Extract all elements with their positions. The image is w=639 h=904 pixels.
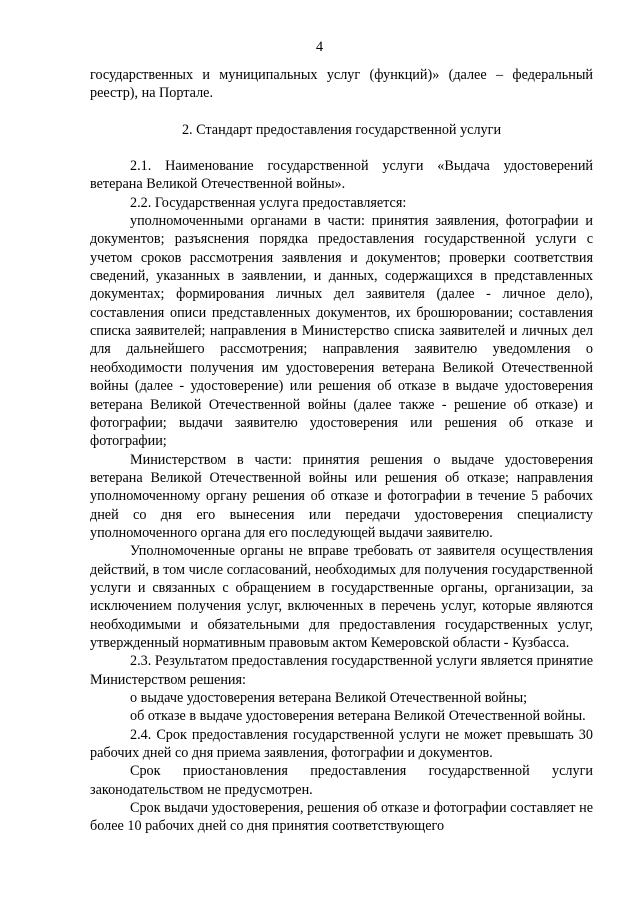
paragraph-issue-term: Срок выдачи удостоверения, решения об отказе и фотографии составляет не более 10 рабочих дней со дня принятия соответствующего: [90, 800, 593, 835]
paragraph-result-issue: о выдаче удостоверения ветерана Великой Отечественной войны;: [130, 690, 528, 706]
paragraph-2-4: 2.4. Срок предоставления государственной услуги не может превышать 30 рабочих дней со дня приема заявления, фотографии и документов.: [90, 726, 593, 762]
document-body: [90, 66, 593, 836]
paragraph-continuation: государственных и муниципальных услуг (функций)» (далее – федеральный реестр), на Портале.: [90, 67, 593, 102]
paragraph-result-refusal: об отказе в выдаче удостоверения ветерана Великой Отечественной войны.: [130, 708, 586, 725]
paragraph-2-1: 2.1. Наименование государственной услуги «Выдача удостоверений ветерана Великой Отечественной войны».: [90, 158, 593, 193]
page-number: 4: [315, 39, 324, 55]
paragraph-2-2: 2.2. Государственная услуга предоставляется:: [130, 194, 407, 211]
section-heading: 2. Стандарт предоставления государственной услуги: [181, 121, 502, 138]
paragraph-restrictions: Уполномоченные органы не вправе требовать от заявителя осуществления действий, в том числе согласований, необходимых для получения государственной услуги и связанных с обращением в государственные органы, организации, за исключением получения услуг, включенных в перечень услуг, которые являются необходимыми и обязательными для предоставления государственных услуг, утвержденный нормативным правовым актом Кемеровской области - Кузбасса.: [90, 543, 593, 651]
paragraph-authorized-bodies: уполномоченными органами в части: принятия заявления, фотографии и документов; разъяснения порядка предоставления государственной услуги с учетом сроков рассмотрения заявления и документов; проверки соответствия сведений, указанных в заявлении, и данных, содержащихся в представленных документах; формирования личных дел заявителя (далее - личное дело), составления описи представленных документов, их брошюровании; составления списка заявителей; направления в Министерство списка заявителей и личных дел для дальнейшего рассмотрения; направления заявителю уведомления о необходимости получения им удостоверения ветерана Великой Отечественной войны (далее - удостоверение) или решения об отказе в выдаче удостоверения ветерана Великой Отечественной войны (далее также - решение об отказе) и фотографии; выдачи заявителю удостоверения или решения об отказе и фотографии;: [90, 213, 593, 450]
paragraph-ministry: Министерством в части: принятия решения о выдаче удостоверения ветерана Великой Отечественной войны или решения об отказе; направления уполномоченному органу решения об отказе и фотографии в течение 5 рабочих дней со дня его вынесения или передачи удостоверения специалисту уполномоченного органа для его последующей выдачи заявителю.: [90, 451, 593, 541]
paragraph-suspension: Срок приостановления предоставления государственной услуги законодательством не предусмотрен.: [90, 763, 593, 798]
paragraph-2-3: 2.3. Результатом предоставления государственной услуги является принятие Министерством решения:: [90, 653, 593, 688]
